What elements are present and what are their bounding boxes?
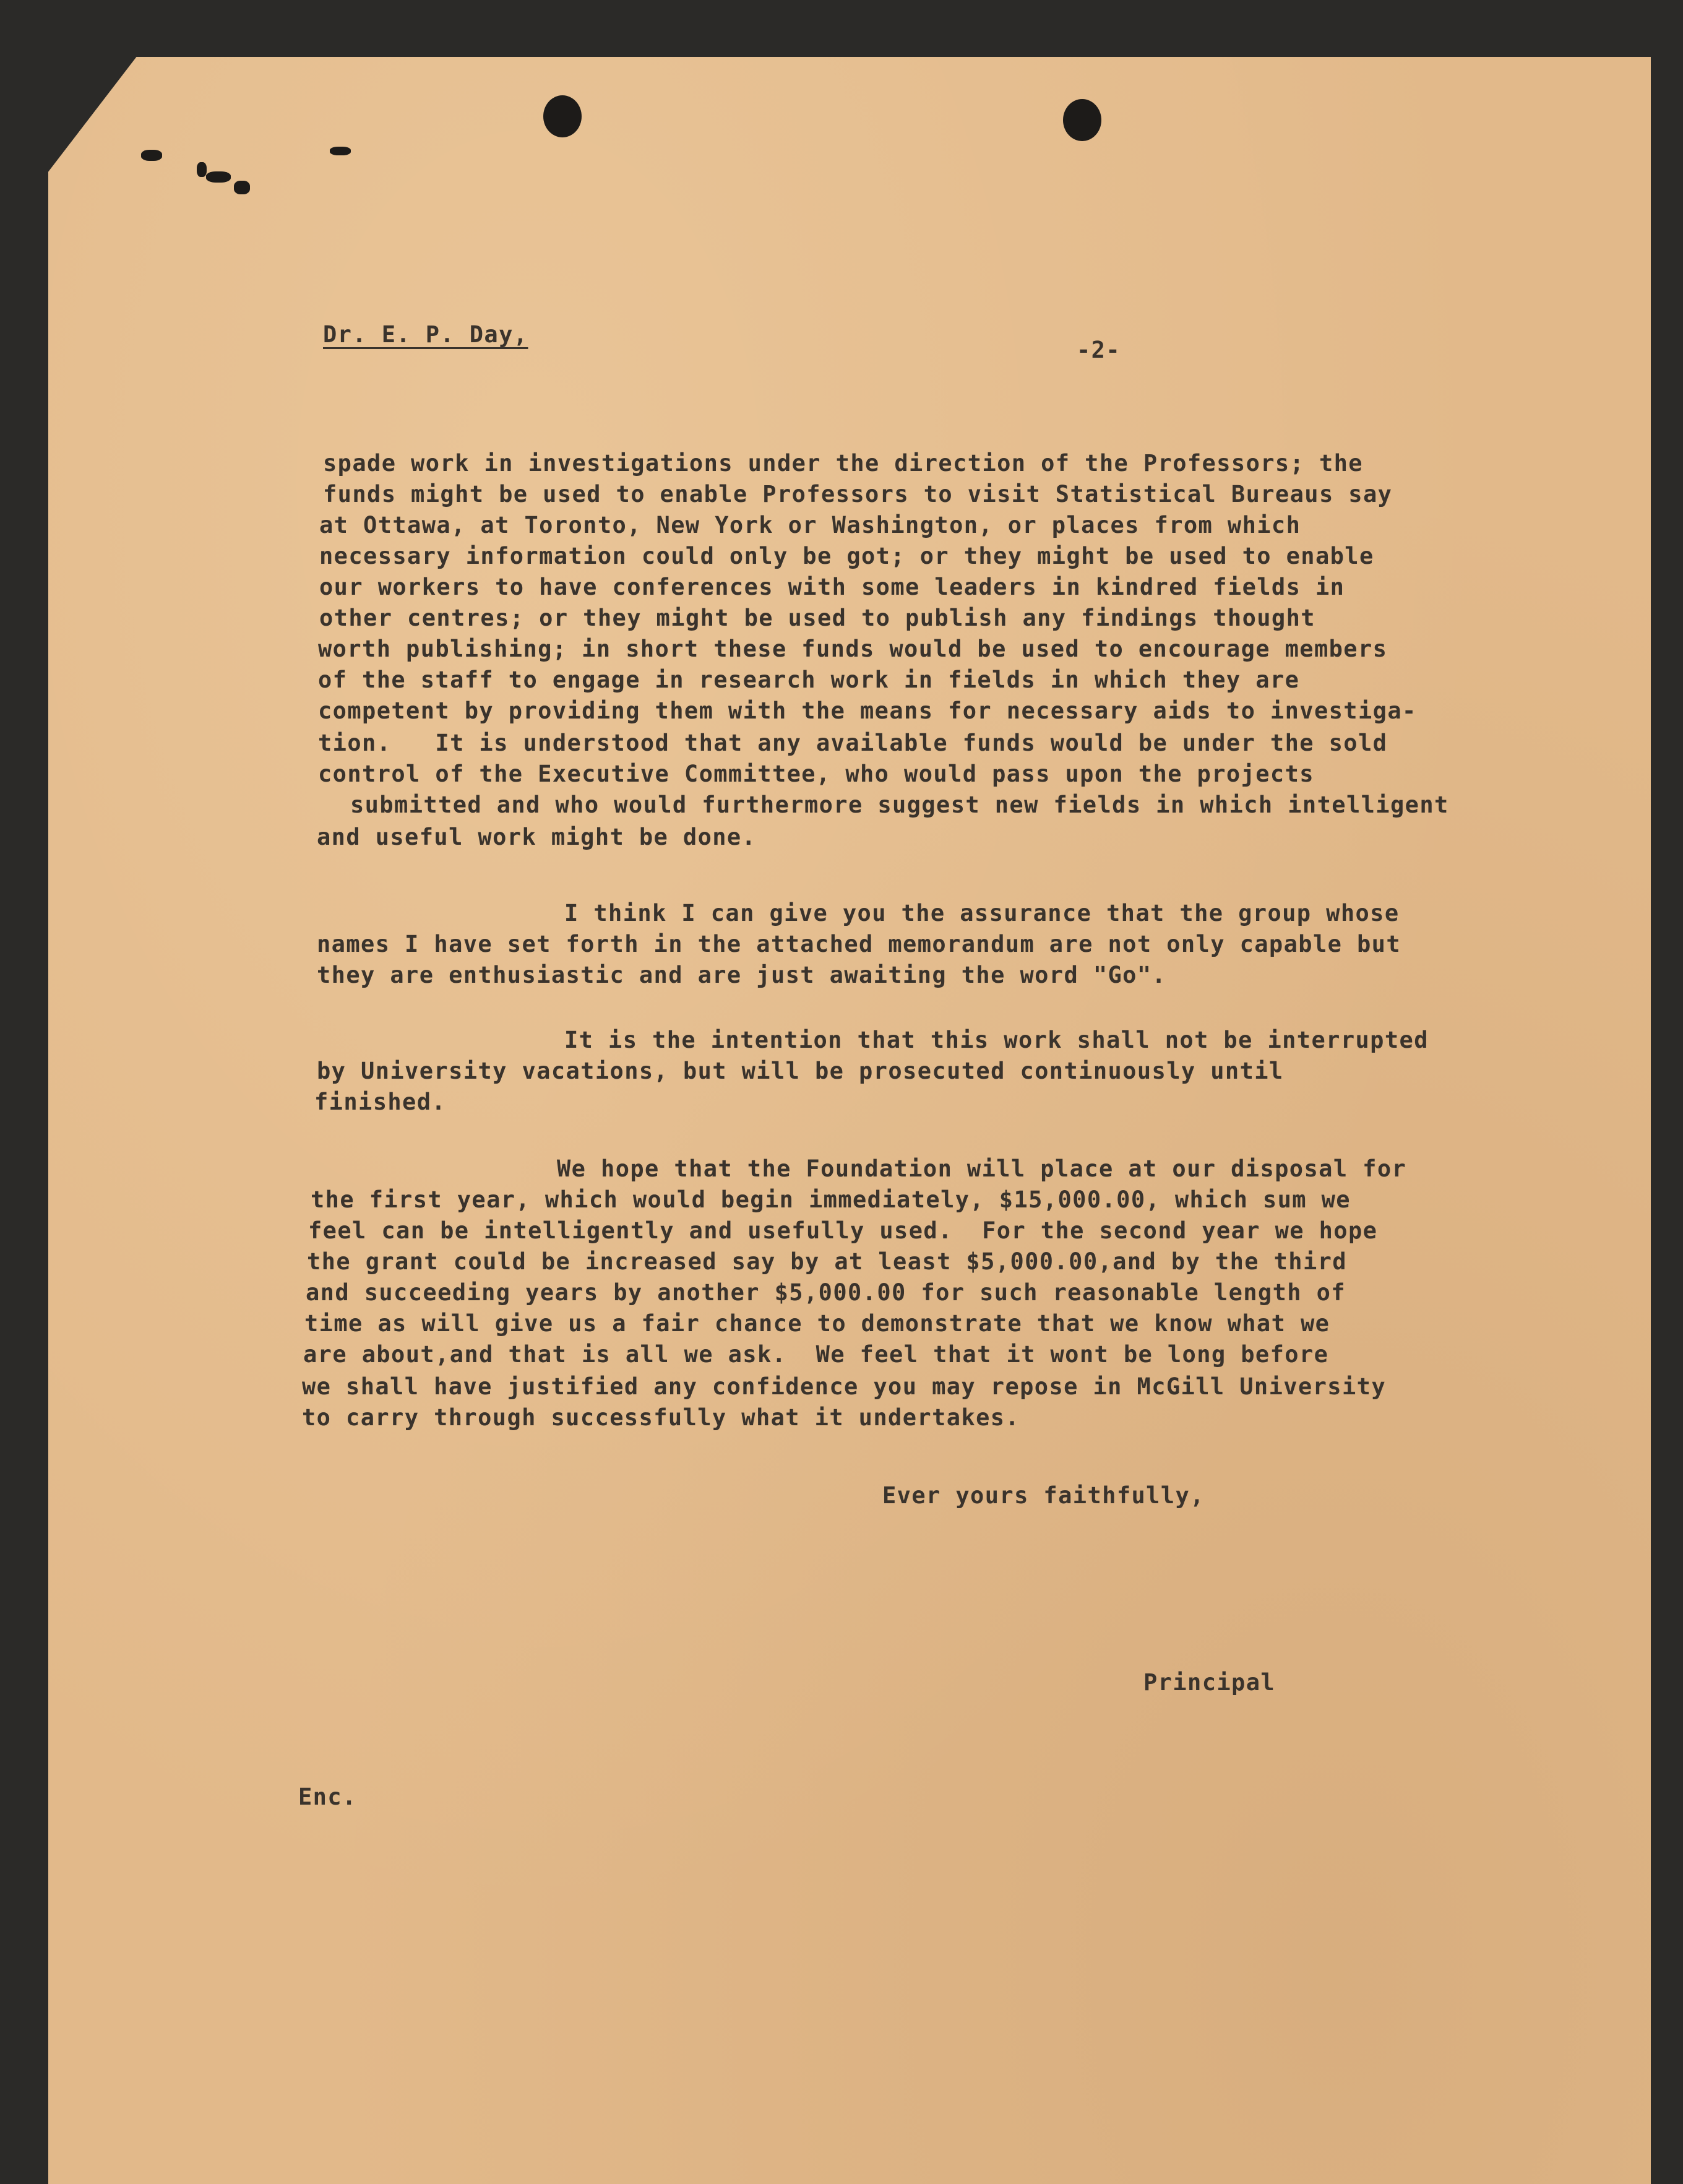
- body-line: and succeeding years by another $5,000.00 for such reasonable length of: [306, 1279, 1346, 1306]
- body-line: the first year, which would begin immediately, $15,000.00, which sum we: [311, 1186, 1351, 1213]
- body-line: they are enthusiastic and are just awaiting the word "Go".: [317, 962, 1167, 988]
- closing: Ever yours faithfully,: [882, 1482, 1205, 1509]
- body-line: funds might be used to enable Professors to visit Statistical Bureaus say: [323, 481, 1393, 507]
- ink-speck: [234, 181, 250, 194]
- ink-speck: [330, 147, 351, 155]
- body-line: at Ottawa, at Toronto, New York or Washington, or places from which: [319, 512, 1301, 538]
- body-line: I think I can give you the assurance that the group whose: [564, 900, 1400, 926]
- punch-hole-left: [543, 95, 582, 137]
- punch-hole-right: [1063, 99, 1101, 141]
- body-line: are about,and that is all we ask. We feel that it wont be long before: [303, 1341, 1329, 1368]
- enclosure-note: Enc.: [298, 1784, 357, 1810]
- body-line: of the staff to engage in research work in fields in which they are: [318, 667, 1300, 693]
- body-line: we shall have justified any confidence you may repose in McGill University: [302, 1373, 1387, 1400]
- recipient-header: Dr. E. P. Day,: [323, 321, 528, 348]
- body-line: time as will give us a fair chance to demonstrate that we know what we: [304, 1310, 1330, 1337]
- body-line: names I have set forth in the attached memorandum are not only capable but: [317, 931, 1401, 957]
- ink-speck: [197, 162, 207, 177]
- body-line: We hope that the Foundation will place at our disposal for: [557, 1155, 1407, 1182]
- body-line: tion. It is understood that any available funds would be under the sold: [318, 730, 1388, 756]
- body-line: the grant could be increased say by at least $5,000.00,and by the third: [307, 1248, 1347, 1275]
- body-line: our workers to have conferences with some leaders in kindred fields in: [319, 574, 1345, 600]
- ink-speck: [206, 171, 231, 183]
- letter-page: [48, 57, 1651, 2184]
- body-line: by University vacations, but will be prosecuted continuously until: [317, 1058, 1284, 1084]
- body-line: spade work in investigations under the direction of the Professors; the: [323, 450, 1363, 477]
- body-line: feel can be intelligently and usefully used. For the second year we hope: [308, 1217, 1378, 1244]
- page-number: -2-: [1077, 337, 1121, 363]
- body-line: finished.: [314, 1089, 447, 1115]
- body-line: and useful work might be done.: [317, 824, 757, 850]
- body-line: to carry through successfully what it undertakes.: [302, 1404, 1020, 1431]
- ink-speck: [141, 150, 162, 161]
- body-line: necessary information could only be got; or they might be used to enable: [319, 543, 1374, 569]
- body-line: It is the intention that this work shall not be interrupted: [564, 1027, 1429, 1053]
- body-line: control of the Executive Committee, who would pass upon the projects: [318, 761, 1314, 787]
- body-line: submitted and who would furthermore suggest new fields in which intelligent: [350, 792, 1449, 818]
- body-line: other centres; or they might be used to publish any findings thought: [319, 605, 1315, 631]
- body-line: competent by providing them with the means for necessary aids to investiga-: [318, 697, 1417, 724]
- signature-title: Principal: [1143, 1669, 1276, 1696]
- body-line: worth publishing; in short these funds would be used to encourage members: [318, 636, 1388, 662]
